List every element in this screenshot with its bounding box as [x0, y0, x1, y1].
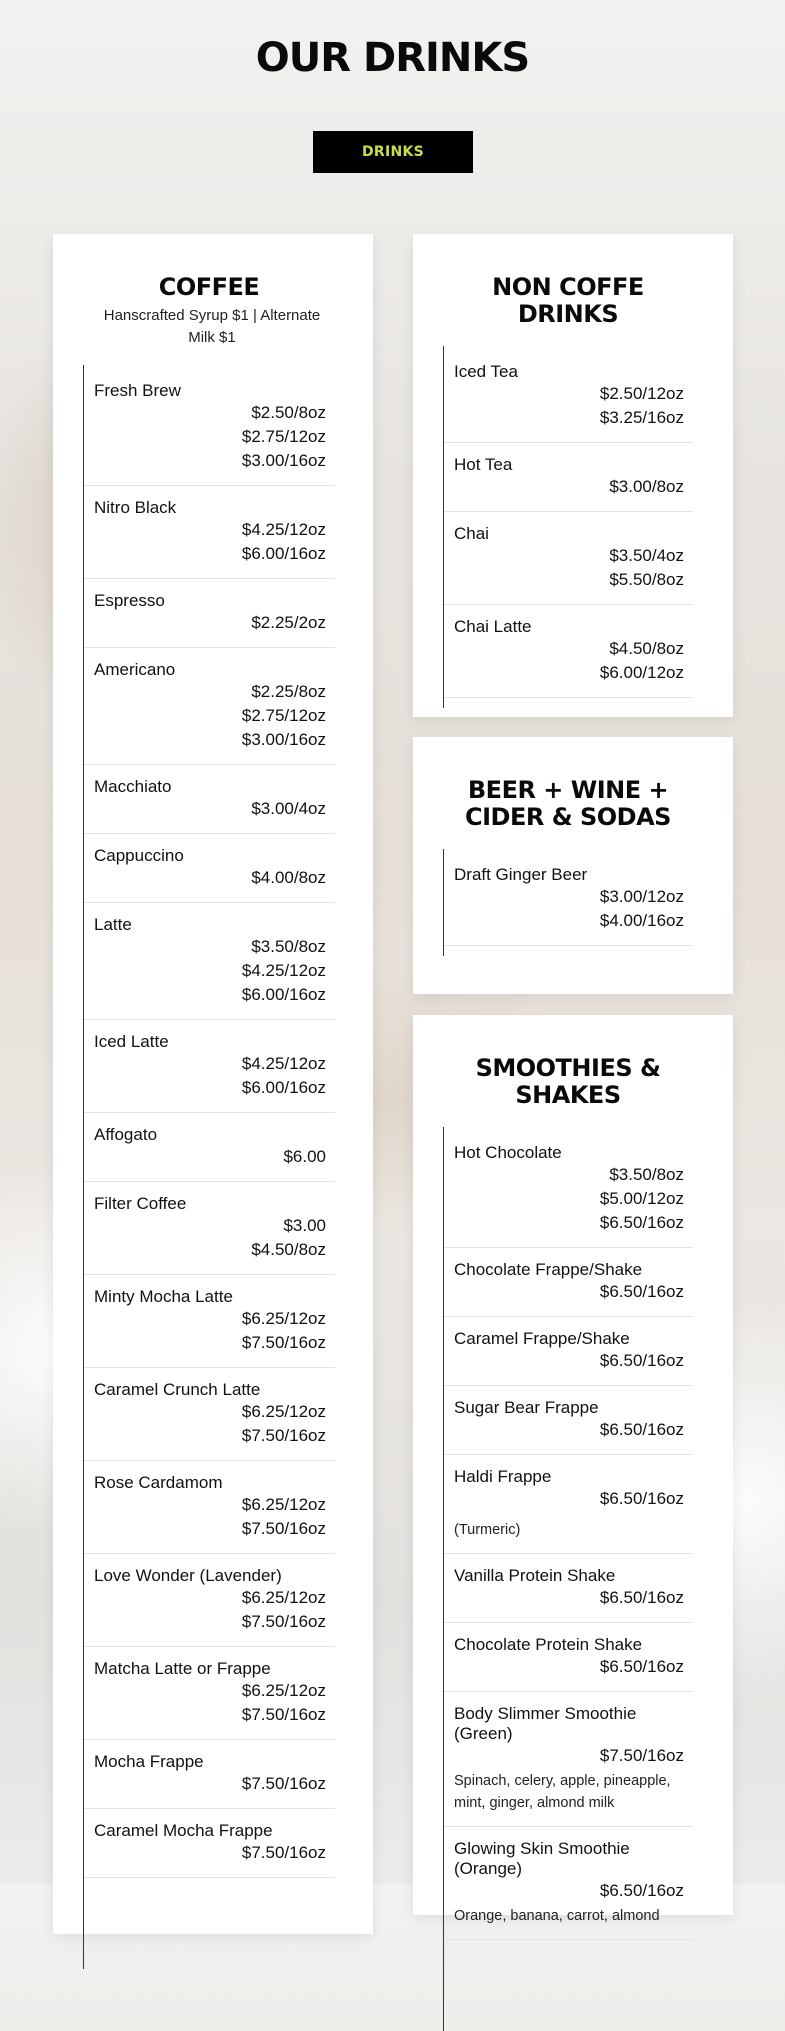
menu-item-price: $2.50/8oz — [251, 403, 326, 422]
menu-item-price: $6.25/12oz — [241, 1681, 326, 1700]
menu-item — [84, 1182, 335, 1275]
menu-item-name: Chocolate Frappe/Shake — [454, 1260, 643, 1279]
menu-item — [444, 1317, 693, 1386]
menu-item-price: $6.50/16oz — [599, 1588, 684, 1607]
menu-item-price: $6.00/16oz — [241, 985, 326, 1004]
menu-item — [84, 1113, 335, 1182]
beer-card — [413, 737, 733, 994]
menu-item-name: Vanilla Protein Shake — [454, 1566, 616, 1585]
menu-item-name: Cappuccino — [94, 846, 184, 865]
menu-item-name: Iced Tea — [454, 362, 518, 381]
menu-item — [444, 1623, 693, 1692]
menu-item-price: $4.00/16oz — [599, 911, 684, 930]
menu-item-price: $6.25/12oz — [241, 1495, 326, 1514]
menu-item — [84, 1647, 335, 1740]
menu-item-price: $6.50/16oz — [599, 1489, 684, 1508]
menu-item-price: $6.25/12oz — [241, 1402, 326, 1421]
non-coffee-item-list — [443, 346, 693, 708]
smoothies-card — [413, 1015, 733, 1924]
menu-item-name: Hot Tea — [454, 455, 513, 474]
menu-item-price: $6.50/16oz — [599, 1881, 684, 1900]
menu-item-price: $6.00/12oz — [599, 663, 684, 682]
menu-item — [444, 1455, 693, 1554]
menu-item — [444, 1692, 693, 1827]
menu-item-name: Body Slimmer Smoothie (Green) — [454, 1704, 637, 1743]
menu-item-price: $2.25/2oz — [251, 613, 326, 632]
smoothies-title: SMOOTHIES & SHAKES — [475, 1054, 661, 1109]
menu-item-price: $6.00/16oz — [241, 544, 326, 563]
menu-item-price: $4.25/12oz — [241, 520, 326, 539]
menu-item-name: Espresso — [94, 591, 165, 610]
menu-item-name: Filter Coffee — [94, 1194, 187, 1213]
menu-item-name: Macchiato — [94, 777, 172, 796]
menu-item-price: $6.25/12oz — [241, 1588, 326, 1607]
menu-item-price: $2.75/12oz — [241, 427, 326, 446]
menu-item — [84, 1461, 335, 1554]
menu-item — [444, 605, 693, 698]
menu-item-name: Americano — [94, 660, 176, 679]
menu-item-name: Caramel Mocha Frappe — [94, 1821, 273, 1840]
menu-item — [84, 1809, 335, 1878]
menu-item — [84, 834, 335, 903]
menu-item-name: Chocolate Protein Shake — [454, 1635, 643, 1654]
menu-item — [444, 1248, 693, 1317]
menu-item — [84, 1368, 335, 1461]
menu-item-name: Rose Cardamom — [94, 1473, 223, 1492]
menu-item-price: $7.50/16oz — [241, 1843, 326, 1862]
drinks-tab-button[interactable]: DRINKS — [313, 131, 473, 173]
menu-item-price: $3.50/8oz — [609, 1165, 684, 1184]
menu-item-price: $7.50/16oz — [241, 1612, 326, 1631]
menu-item-name: Matcha Latte or Frappe — [94, 1659, 271, 1678]
menu-item-price: $6.50/16oz — [599, 1657, 684, 1676]
menu-item-name: Hot Chocolate — [454, 1143, 562, 1162]
coffee-card — [53, 234, 373, 1934]
beer-title: BEER + WINE + CIDER & SODAS — [465, 776, 671, 831]
menu-item — [444, 1554, 693, 1623]
menu-item-price: $6.50/16oz — [599, 1351, 684, 1370]
menu-item — [84, 765, 335, 834]
menu-item-name: Iced Latte — [94, 1032, 169, 1051]
menu-item-price: $3.00 — [283, 1216, 326, 1235]
menu-item-name: Fresh Brew — [94, 381, 181, 400]
menu-item-price: $3.00/8oz — [609, 477, 684, 496]
menu-item-price: $4.25/12oz — [241, 1054, 326, 1073]
menu-item-price: $7.50/16oz — [599, 1746, 684, 1765]
menu-item-name: Caramel Frappe/Shake — [454, 1329, 630, 1348]
menu-item-price: $3.00/16oz — [241, 451, 326, 470]
menu-item — [84, 1554, 335, 1647]
menu-item-name: Love Wonder (Lavender) — [94, 1566, 282, 1585]
menu-item-name: Latte — [94, 915, 132, 934]
non-coffee-title: NON COFFE DRINKS — [492, 273, 644, 328]
menu-item-price: $3.00/12oz — [599, 887, 684, 906]
menu-item-price: $4.25/12oz — [241, 961, 326, 980]
coffee-subtitle: Hanscrafted Syrup $1 | Alternate Milk $1 — [103, 307, 321, 346]
menu-item-price: $6.50/16oz — [599, 1282, 684, 1301]
menu-item — [444, 853, 693, 946]
beer-item-list — [443, 849, 693, 956]
menu-item-price: $7.50/16oz — [241, 1705, 326, 1724]
menu-item-price: $6.50/16oz — [599, 1420, 684, 1439]
menu-item — [84, 648, 335, 765]
coffee-item-list — [83, 365, 335, 1969]
menu-item — [84, 1275, 335, 1368]
menu-item-price: $4.50/8oz — [251, 1240, 326, 1259]
menu-item — [84, 903, 335, 1020]
menu-item-name: Affogato — [94, 1125, 158, 1144]
menu-item — [444, 512, 693, 605]
menu-item-price: $2.50/12oz — [599, 384, 684, 403]
menu-item-name: Caramel Crunch Latte — [94, 1380, 261, 1399]
menu-item-price: $3.50/8oz — [251, 937, 326, 956]
menu-item — [84, 369, 335, 486]
menu-item — [444, 443, 693, 512]
non-coffee-card — [413, 234, 733, 717]
menu-item-price: $4.50/8oz — [609, 639, 684, 658]
menu-item — [444, 1131, 693, 1248]
menu-item — [444, 350, 693, 443]
menu-item-price: $5.50/8oz — [609, 570, 684, 589]
menu-item-note: Orange, banana, carrot, almond — [454, 1908, 660, 1924]
menu-item-price: $4.00/8oz — [251, 868, 326, 887]
menu-item-price: $7.50/16oz — [241, 1774, 326, 1793]
menu-item-price: $3.25/16oz — [599, 408, 684, 427]
menu-item-name: Chai Latte — [454, 617, 532, 636]
menu-item-name: Nitro Black — [94, 498, 177, 517]
menu-item — [84, 486, 335, 579]
menu-item-name: Sugar Bear Frappe — [454, 1398, 599, 1417]
menu-item-name: Chai — [454, 524, 489, 543]
menu-item-price: $7.50/16oz — [241, 1426, 326, 1445]
coffee-title: COFFEE — [158, 273, 260, 301]
menu-item-price: $3.50/4oz — [609, 546, 684, 565]
menu-item — [444, 1386, 693, 1455]
menu-item-name: Draft Ginger Beer — [454, 865, 588, 884]
menu-item — [84, 1020, 335, 1113]
menu-item-price: $3.00/16oz — [241, 730, 326, 749]
menu-item-note: Spinach, celery, apple, pineapple, mint, ginger, almond milk — [454, 1773, 671, 1811]
menu-item-price: $3.00/4oz — [251, 799, 326, 818]
menu-item-price: $6.00 — [283, 1147, 326, 1166]
menu-item-name: Haldi Frappe — [454, 1467, 552, 1486]
menu-item-price: $6.50/16oz — [599, 1213, 684, 1232]
menu-item-name: Minty Mocha Latte — [94, 1287, 233, 1306]
menu-item-price: $7.50/16oz — [241, 1519, 326, 1538]
menu-item — [84, 1740, 335, 1809]
menu-item-price: $2.75/12oz — [241, 706, 326, 725]
menu-item-price: $6.00/16oz — [241, 1078, 326, 1097]
menu-item-name: Mocha Frappe — [94, 1752, 204, 1771]
menu-item — [84, 579, 335, 648]
menu-item-price: $5.00/12oz — [599, 1189, 684, 1208]
menu-item-note: (Turmeric) — [454, 1522, 521, 1538]
smoothies-item-list — [443, 1127, 693, 2031]
menu-item-name: Glowing Skin Smoothie (Orange) — [454, 1839, 630, 1878]
menu-item-price: $6.25/12oz — [241, 1309, 326, 1328]
menu-item-price: $7.50/16oz — [241, 1333, 326, 1352]
menu-item-price: $2.25/8oz — [251, 682, 326, 701]
page-title: OUR DRINKS — [255, 35, 530, 81]
